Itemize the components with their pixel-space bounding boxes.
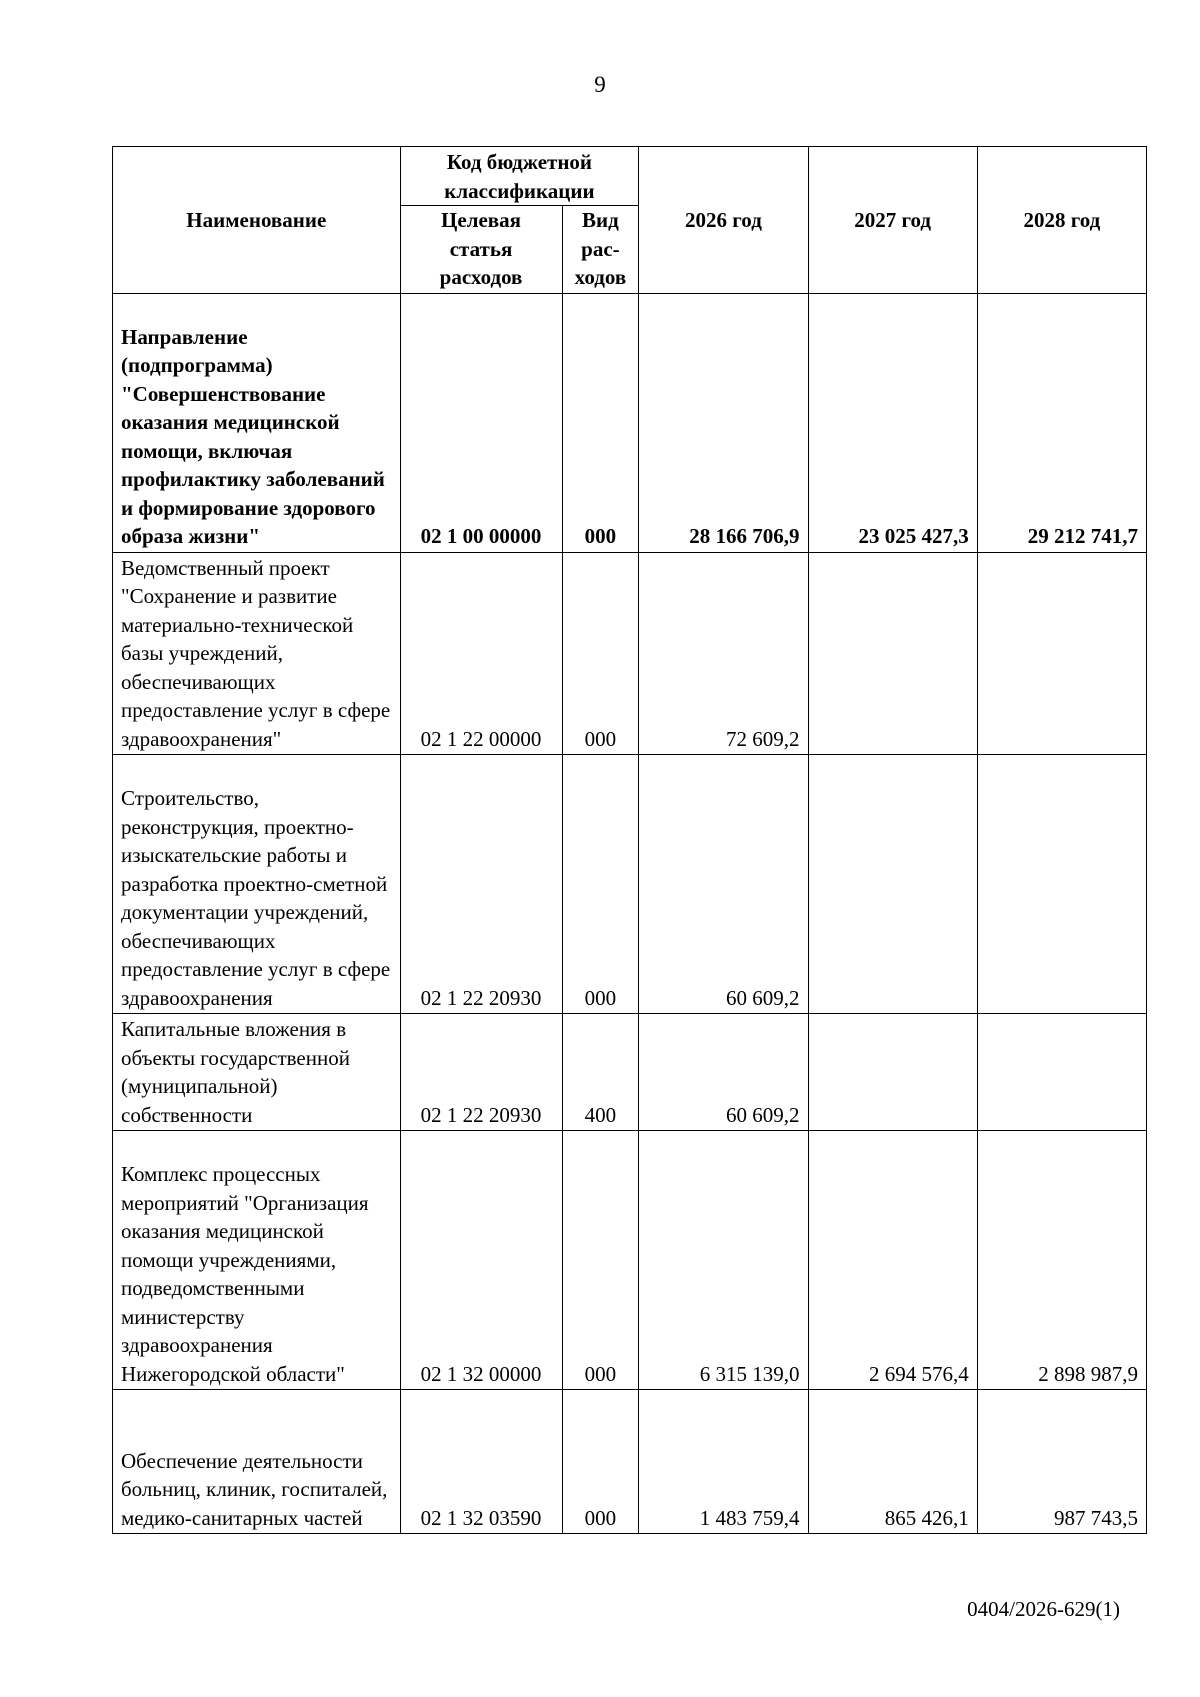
- row-target-article: 02 1 00 00000: [400, 293, 562, 552]
- header-year-2028: 2028 год: [977, 147, 1146, 294]
- row-name: Строительство, реконструкция, проектно-изыскательские работы и разработка проектно-сметной документации учреждений, обеспечивающих предоставление услуг в сфере здравоохранения: [113, 755, 401, 1014]
- row-value-2027: [808, 1014, 977, 1131]
- row-value-2028: [977, 552, 1146, 755]
- row-value-2026: 72 609,2: [639, 552, 808, 755]
- row-value-2026: 6 315 139,0: [639, 1131, 808, 1390]
- page-number: 9: [594, 72, 606, 97]
- row-expense-kind: 000: [562, 755, 639, 1014]
- header-expense-kind: Вид рас- ходов: [562, 206, 639, 294]
- row-name: Обеспечение деятельности больниц, клиник, госпиталей, медико-санитарных частей: [113, 1390, 401, 1534]
- table-row: [113, 552, 1147, 755]
- row-expense-kind: 000: [562, 552, 639, 755]
- row-name: Ведомственный проект "Сохранение и развитие материально-технической базы учреждений, обеспечивающих предоставление услуг в сфере здравоохранения": [113, 552, 401, 755]
- row-value-2027: [808, 755, 977, 1014]
- row-value-2028: 987 743,5: [977, 1390, 1146, 1534]
- row-expense-kind: 000: [562, 1390, 639, 1534]
- row-value-2027: 2 694 576,4: [808, 1131, 977, 1390]
- row-target-article: 02 1 32 03590: [400, 1390, 562, 1534]
- row-value-2028: 2 898 987,9: [977, 1131, 1146, 1390]
- row-value-2027: 23 025 427,3: [808, 293, 977, 552]
- row-target-article: 02 1 32 00000: [400, 1131, 562, 1390]
- header-name: Наименование: [113, 147, 401, 294]
- row-value-2027: [808, 552, 977, 755]
- table-row: [113, 293, 1147, 552]
- row-value-2027: 865 426,1: [808, 1390, 977, 1534]
- row-value-2028: 29 212 741,7: [977, 293, 1146, 552]
- budget-table: [112, 146, 1147, 1534]
- row-expense-kind: 400: [562, 1014, 639, 1131]
- document-id: 0404/2026-629(1): [967, 1597, 1120, 1621]
- row-expense-kind: 000: [562, 293, 639, 552]
- table-row: [113, 1390, 1147, 1534]
- row-value-2026: 60 609,2: [639, 1014, 808, 1131]
- row-value-2028: [977, 755, 1146, 1014]
- row-name: Направление (подпрограмма) "Совершенствование оказания медицинской помощи, включая профилактику заболеваний и формирование здорового образа жизни": [113, 293, 401, 552]
- header-code-group: Код бюджетной классификации: [400, 147, 639, 206]
- row-target-article: 02 1 22 20930: [400, 1014, 562, 1131]
- row-value-2026: 60 609,2: [639, 755, 808, 1014]
- row-target-article: 02 1 22 20930: [400, 755, 562, 1014]
- row-expense-kind: 000: [562, 1131, 639, 1390]
- header-year-2027: 2027 год: [808, 147, 977, 294]
- table-row: [113, 1014, 1147, 1131]
- row-name: Капитальные вложения в объекты государственной (муниципальной) собственности: [113, 1014, 401, 1131]
- row-name: Комплекс процессных мероприятий "Организация оказания медицинской помощи учреждениями, подведомственными министерству здравоохранения Нижегородской области": [113, 1131, 401, 1390]
- row-target-article: 02 1 22 00000: [400, 552, 562, 755]
- row-value-2026: 1 483 759,4: [639, 1390, 808, 1534]
- row-value-2028: [977, 1014, 1146, 1131]
- header-year-2026: 2026 год: [639, 147, 808, 294]
- table-row: [113, 1131, 1147, 1390]
- row-value-2026: 28 166 706,9: [639, 293, 808, 552]
- header-target-article: Целевая статья расходов: [400, 206, 562, 294]
- table-row: [113, 755, 1147, 1014]
